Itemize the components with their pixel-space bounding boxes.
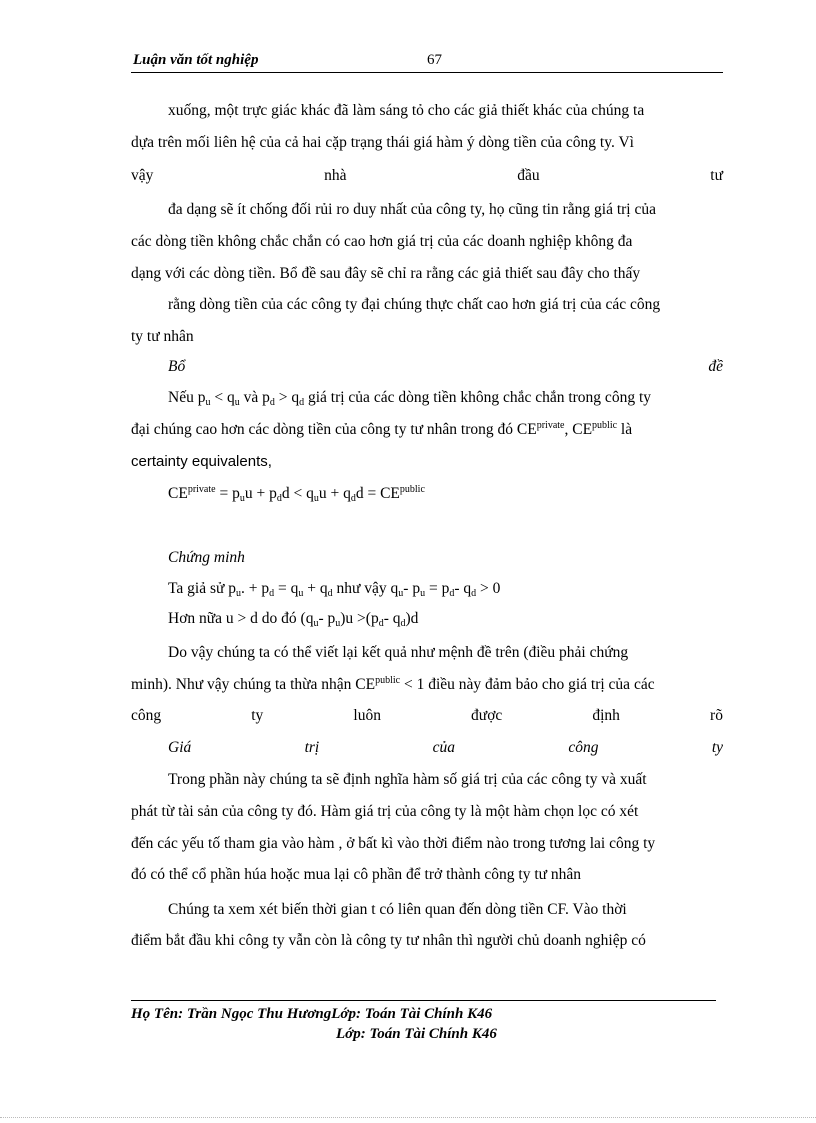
text: > 0 — [476, 580, 501, 597]
word: Giá — [168, 739, 192, 756]
subscript: d — [276, 493, 282, 504]
text: - p — [403, 580, 421, 597]
text-line: điểm bắt đầu khi công ty vẫn còn là công ty tư nhân thì người chủ doanh nghiệp có — [131, 932, 646, 949]
header-divider — [131, 72, 723, 73]
footer-author: Họ Tên: Trần Ngọc Thu HươngLớp: Toán Tài Chính K46 — [131, 1006, 493, 1022]
subscript: u — [236, 588, 242, 599]
superscript: public — [399, 484, 425, 495]
text: và p — [239, 389, 270, 406]
subscript: d — [269, 397, 275, 408]
word: được — [471, 707, 503, 724]
text: minh). Như vậy chúng ta thừa nhận CE — [131, 676, 376, 693]
subscript: u — [420, 588, 426, 599]
text: - q — [383, 610, 401, 627]
text: - q — [454, 580, 472, 597]
word: vậy — [131, 167, 154, 184]
text-line: Trong phần này chúng ta sẽ định nghĩa hàm số giá trị của các công ty và xuất — [168, 771, 647, 788]
text-line-justified — [131, 706, 723, 726]
proof-line — [168, 609, 723, 629]
proof-line — [168, 579, 723, 599]
text: Nếu p — [168, 389, 206, 406]
text-line: phát từ tài sản của công ty đó. Hàm giá trị của công ty là một hàm chọn lọc có xét — [131, 803, 639, 820]
footer-divider — [131, 1000, 716, 1001]
text: = q — [274, 580, 299, 597]
subscript: u — [205, 397, 211, 408]
formula — [168, 484, 723, 504]
subscript: u — [313, 618, 319, 629]
text-line: đó có thể cổ phần húa hoặc mua lại cô phần để trở thành công ty tư nhân — [131, 866, 582, 883]
text-line: đến các yếu tố tham gia vào hàm , ở bất kì vào thời điểm nào trong tương lai công ty — [131, 835, 656, 852]
text: , CE — [564, 421, 593, 438]
page-bottom-edge — [0, 1117, 816, 1118]
word: rõ — [710, 707, 723, 724]
text-line — [131, 675, 723, 695]
subscript: u — [239, 493, 245, 504]
text-line: các dòng tiền không chắc chắn có cao hơn giá trị của các doanh nghiệp không đa — [131, 233, 633, 250]
superscript: private — [536, 420, 565, 431]
text-line: certainty equivalents, — [131, 453, 272, 470]
word: đề — [708, 358, 723, 375]
text: là — [617, 421, 633, 438]
text-line: Do vậy chúng ta có thể viết lại kết quả như mệnh đề trên (điều phải chứng — [168, 644, 629, 661]
proof-heading: Chứng minh — [168, 549, 245, 566]
text: < 1 điều này đảm bảo cho giá trị của các — [400, 676, 655, 693]
superscript: private — [187, 484, 216, 495]
word: ty — [251, 707, 264, 724]
word: Bổ — [168, 358, 186, 375]
subscript: d — [269, 588, 275, 599]
section-heading — [168, 738, 723, 758]
subscript: d — [327, 588, 333, 599]
header-title: Luận văn tốt nghiệp — [133, 52, 259, 68]
subscript: d — [449, 588, 455, 599]
text: Hơn nữa u > d do đó (q — [168, 610, 314, 627]
text: + q — [303, 580, 328, 597]
text-line: ty tư nhân — [131, 328, 194, 345]
text: CE — [168, 485, 188, 502]
text: . + p — [241, 580, 270, 597]
text: giá trị của các dòng tiền không chắc chắn trong công ty — [304, 389, 651, 406]
subscript: d — [378, 618, 384, 629]
text: - p — [318, 610, 336, 627]
text: u + p — [244, 485, 277, 502]
text: như vậy q — [332, 580, 399, 597]
text-line: Chúng ta xem xét biến thời gian t có liên quan đến dòng tiền CF. Vào thời — [168, 901, 627, 918]
footer-class: Lớp: Toán Tài Chính K46 — [336, 1026, 497, 1042]
word: nhà — [324, 167, 347, 184]
word: của — [432, 739, 455, 756]
subscript: u — [335, 618, 341, 629]
text: )u >(p — [340, 610, 379, 627]
word: công — [568, 739, 599, 756]
word: định — [592, 707, 620, 724]
text-line — [131, 420, 723, 440]
lemma-heading — [168, 357, 723, 377]
text-line: dựa trên mối liên hệ của cả hai cặp trạng thái giá hàm ý dòng tiền của công ty. Vì — [131, 134, 634, 151]
subscript: d — [400, 618, 406, 629]
text: = p — [215, 485, 240, 502]
superscript: public — [592, 420, 618, 431]
text: d < q — [281, 485, 314, 502]
subscript: u — [298, 588, 304, 599]
subscript: d — [350, 493, 356, 504]
text: > q — [274, 389, 300, 406]
text-line: dạng với các dòng tiền. Bổ đề sau đây sẽ chỉ ra rằng các giả thiết sau đây cho thấy — [131, 265, 641, 282]
text: d = CE — [355, 485, 400, 502]
text-line: xuống, một trực giác khác đã làm sáng tỏ cho các giả thiết khác của chúng ta — [168, 102, 645, 119]
word: tư — [710, 167, 723, 184]
text: u + q — [318, 485, 351, 502]
text-line-justified — [131, 166, 723, 186]
text-line: rằng dòng tiền của các công ty đại chúng thực chất cao hơn giá trị của các công — [168, 296, 661, 313]
subscript: d — [471, 588, 477, 599]
superscript: public — [375, 675, 401, 686]
text: đại chúng cao hơn các dòng tiền của công ty tư nhân trong đó CE — [131, 421, 537, 438]
subscript: u — [313, 493, 319, 504]
text-line: đa dạng sẽ ít chống đối rủi ro duy nhất của công ty, họ cũng tin rằng giá trị của — [168, 201, 656, 218]
word: đầu — [517, 167, 540, 184]
text: = p — [425, 580, 450, 597]
text: < q — [210, 389, 235, 406]
subscript: u — [398, 588, 404, 599]
subscript: u — [234, 397, 240, 408]
lemma-statement — [168, 388, 723, 408]
page-number: 67 — [427, 52, 442, 68]
subscript: d — [299, 397, 305, 408]
text: Ta giả sử p — [168, 580, 237, 597]
text: )d — [405, 610, 419, 627]
word: trị — [304, 739, 320, 756]
word: ty — [711, 739, 723, 756]
word: luôn — [353, 707, 381, 724]
word: công — [131, 707, 162, 724]
